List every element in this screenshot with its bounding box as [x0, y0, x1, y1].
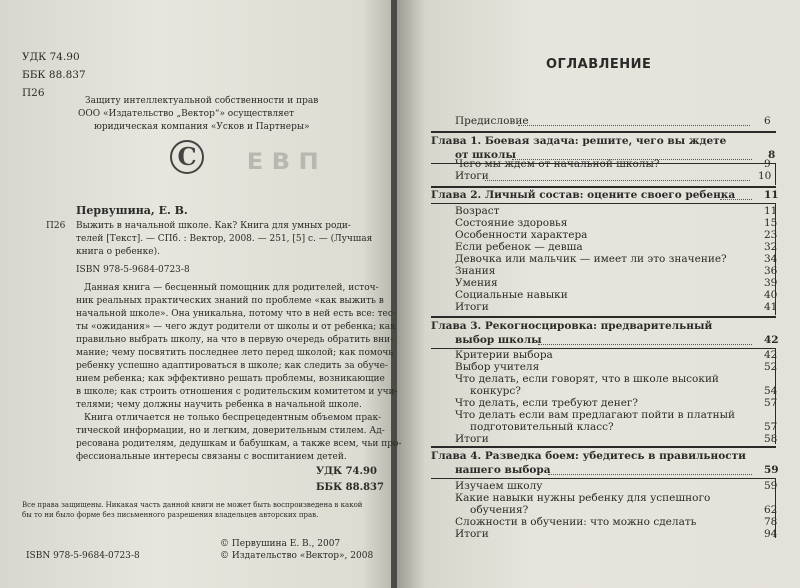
- toc-item-page: 32: [764, 241, 778, 253]
- toc-item-page: 23: [764, 229, 778, 241]
- toc-item-page: 10: [758, 170, 772, 182]
- rights-line: ООО «Издательство „Вектор“» осуществляет: [78, 109, 295, 119]
- chapter-page: 59: [764, 464, 779, 476]
- toc-item-page: 36: [764, 265, 778, 277]
- annotation-line: правильно выбрать школу, на что в первую очередь обратить вни-: [76, 335, 394, 345]
- chapter-page: 42: [764, 334, 779, 346]
- chapter-page: 11: [764, 189, 779, 201]
- toc-item-page: 39: [764, 277, 778, 289]
- publisher-logo: C: [170, 140, 204, 174]
- annotation-line: ребенку успешно адаптироваться в школе; как следить за обуче-: [76, 361, 388, 371]
- catalog-line: книга о ребенке).: [76, 247, 160, 257]
- chapter-title: Глава 4. Разведка боем: убедитесь в правильности: [431, 450, 746, 462]
- toc-leader: [548, 474, 752, 475]
- annotation-line: начальной школе». Она уникальна, потому что в ней есть все: тес-: [76, 309, 396, 319]
- toc-item-page: 11: [764, 205, 778, 217]
- copyright-publisher: © Издательство «Вектор», 2008: [220, 551, 374, 561]
- toc-item-label: Какие навыки нужны ребенку для успешного: [455, 492, 711, 504]
- annotation-line: Данная книга — бесценный помощник для родителей, источ-: [84, 283, 379, 293]
- chapter-rule: [431, 446, 776, 448]
- toc-preface-page: 6: [764, 115, 771, 127]
- toc-item-label: Состояние здоровья: [455, 217, 568, 229]
- toc-item-label: Что делать, если говорят, что в школе высокий: [455, 373, 719, 385]
- catalog-code: П26: [46, 221, 66, 231]
- chapter-title: Глава 1. Боевая задача: решите, чего вы ждете: [431, 135, 727, 147]
- legal-line: бы то ни было форме без письменного разрешения владельцев авторских прав.: [22, 511, 319, 519]
- annotation-line: тической информации, но и легким, доверительным стилем. Ад-: [76, 426, 385, 436]
- bbk-code: ББК 88.837: [22, 69, 86, 81]
- annotation-line: ты «ожидания» — чего ждут родители от школы и от ребенка; как: [76, 322, 396, 332]
- toc-item-page: 15: [764, 217, 778, 229]
- toc-item-label: Изучаем школу: [455, 480, 543, 492]
- toc-item-label: Девочка или мальчик — имеет ли это значение?: [455, 253, 727, 265]
- chapter-rule: [431, 186, 776, 188]
- chapter-box-edge: [775, 163, 776, 185]
- author-name: Первушина, Е. В.: [76, 204, 188, 217]
- toc-title: ОГЛАВЛЕНИЕ: [546, 57, 652, 72]
- chapter-title: выбор школы: [455, 334, 542, 346]
- udk-code-bottom: УДК 74.90: [316, 466, 377, 477]
- toc-item-label: Знания: [455, 265, 496, 277]
- toc-item-label: Возраст: [455, 205, 500, 217]
- toc-item-label: Чего мы ждем от начальной школы?: [455, 158, 660, 170]
- chapter-rule: [431, 203, 776, 204]
- toc-item-label: Что делать если вам предлагают пойти в платный: [455, 409, 736, 421]
- left-page: [0, 0, 393, 588]
- toc-item-label: Социальные навыки: [455, 289, 568, 301]
- toc-item-label: Итоги: [455, 433, 489, 445]
- bleed-through-text: Е В П: [246, 150, 319, 175]
- toc-item-label: Итоги: [455, 301, 489, 313]
- toc-item-page: 40: [764, 289, 778, 301]
- annotation-line: в школе; как строить отношения с родительским комитетом и учи-: [76, 387, 398, 397]
- toc-item-label: Сложности в обучении: что можно сделать: [455, 516, 697, 528]
- annotation-line: Книга отличается не только беспрецедентным объемом прак-: [84, 413, 382, 423]
- toc-preface-label: Предисловие: [455, 115, 529, 127]
- toc-item-label: Умения: [455, 277, 498, 289]
- annotation-line: ресована родителям, дедушкам и бабушкам, а также всем, чьи про-: [76, 439, 402, 449]
- toc-item-label: конкурс?: [470, 385, 521, 397]
- catalog-line: телей [Текст]. — СПб. : Вектор, 2008. — 251, [5] с. — (Лучшая: [76, 234, 373, 244]
- chapter-title: Глава 3. Рекогносцировка: предварительный: [431, 320, 713, 332]
- toc-item-page: 54: [764, 385, 778, 397]
- annotation-line: мание; чему посвятить последнее лето перед школой; как помочь: [76, 348, 394, 358]
- toc-item-page: 59: [764, 480, 778, 492]
- annotation-line: нием ребенка; как эффективно решать проблемы, возникающие: [76, 374, 385, 384]
- annotation-line: фессиональные интересы связаны с воспитанием детей.: [76, 452, 347, 462]
- annotation-line: ник реальных практических знаний по проблеме «как выжить в: [76, 296, 384, 306]
- bbk-code-bottom: ББК 88.837: [316, 482, 384, 493]
- toc-leader: [538, 344, 752, 345]
- rights-line: Защиту интеллектуальной собственности и прав: [85, 96, 319, 106]
- toc-item-page: 41: [764, 301, 778, 313]
- toc-item-page: 9: [764, 158, 771, 170]
- copyright-author: © Первушина Е. В., 2007: [220, 539, 341, 549]
- toc-item-label: обучения?: [470, 504, 529, 516]
- chapter-page: 8: [768, 149, 776, 161]
- toc-item-label: Критерии выбора: [455, 349, 553, 361]
- isbn-bottom: ISBN 978-5-9684-0723-8: [26, 551, 140, 561]
- isbn-top: ISBN 978-5-9684-0723-8: [76, 265, 190, 275]
- toc-item-label: Итоги: [455, 170, 489, 182]
- rights-line: юридическая компания «Усков и Партнеры»: [94, 122, 310, 132]
- chapter-rule: [431, 131, 776, 133]
- toc-item-page: 57: [764, 421, 778, 433]
- toc-leader: [485, 180, 750, 181]
- author-code: П26: [22, 87, 45, 99]
- annotation-line: телями; чему должны научить ребенка в начальной школе.: [76, 400, 362, 410]
- toc-item-label: Особенности характера: [455, 229, 588, 241]
- toc-item-page: 42: [764, 349, 778, 361]
- chapter-title: от школы: [455, 149, 516, 161]
- toc-item-label: Выбор учителя: [455, 361, 540, 373]
- chapter-title: нашего выбора: [455, 464, 551, 476]
- chapter-rule: [431, 478, 776, 479]
- chapter-title: Глава 2. Личный состав: оцените своего ребенка: [431, 189, 736, 201]
- toc-leader: [518, 125, 750, 126]
- toc-item-page: 78: [764, 516, 778, 528]
- toc-item-page: 58: [764, 433, 778, 445]
- toc-item-label: Итоги: [455, 528, 489, 540]
- toc-item-page: 94: [764, 528, 778, 540]
- toc-item-page: 34: [764, 253, 778, 265]
- toc-item-label: подготовительный класс?: [470, 421, 614, 433]
- toc-item-page: 57: [764, 397, 778, 409]
- toc-item-page: 62: [764, 504, 778, 516]
- udk-code: УДК 74.90: [22, 51, 80, 63]
- toc-leader: [720, 199, 752, 200]
- chapter-rule: [431, 316, 776, 318]
- catalog-line: Выжить в начальной школе. Как? Книга для умных роди-: [76, 221, 351, 231]
- toc-item-page: 52: [764, 361, 778, 373]
- toc-item-label: Что делать, если требуют денег?: [455, 397, 639, 409]
- toc-item-label: Если ребенок — девша: [455, 241, 583, 253]
- legal-line: Все права защищены. Никакая часть данной книги не может быть воспроизведена в какой: [22, 501, 363, 509]
